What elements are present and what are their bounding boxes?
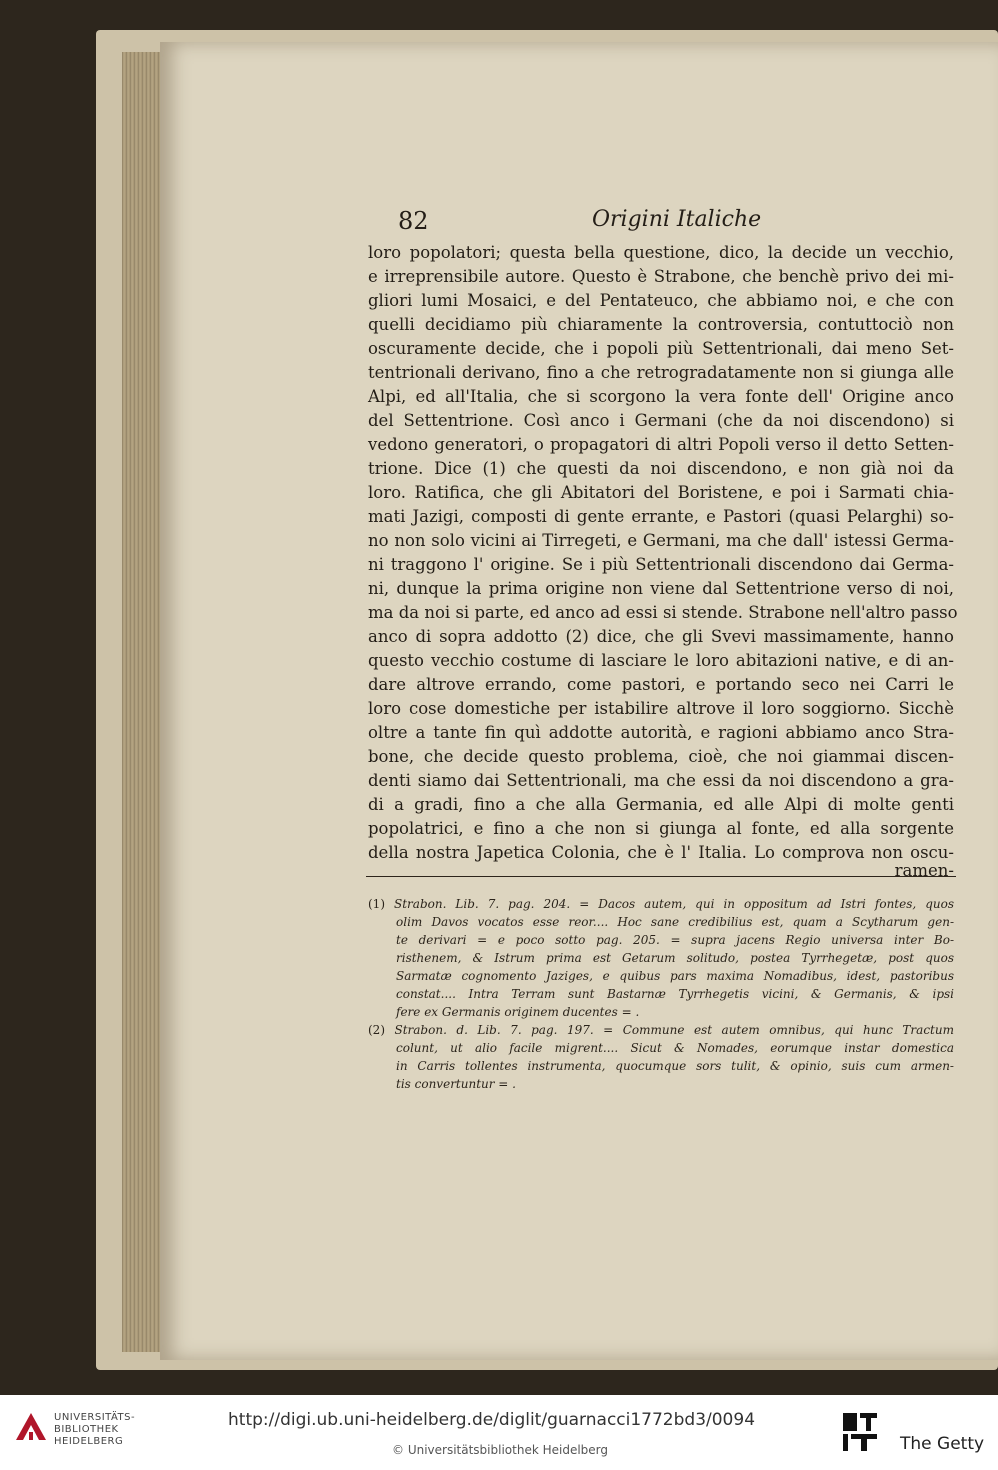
body-line: denti siamo dai Settentrionali, ma che essi da noi discendono a gra- [368, 771, 954, 790]
footnote-text: Strabon. Lib. 7. pag. 204. = Dacos autem, qui in oppositum ad Istri fontes, quos [394, 897, 954, 911]
footnote-line: colunt, ut alio facile migrent.... Sicut & Nomades, eorumque instar domestica [396, 1041, 954, 1055]
footnote-text: Strabon. d. Lib. 7. pag. 197. = Commune est autem omnibus, qui hunc Tractum [394, 1023, 954, 1037]
body-line: no non solo vicini ai Tirregeti, e Germani, ma che dall' istessi Germa- [368, 531, 954, 550]
body-line: del Settentrione. Così anco i Germani (che da noi discendono) si [368, 411, 954, 430]
footnote-line: fere ex Germanis originem ducentes = . [396, 1005, 640, 1019]
getty-logo-icon[interactable] [840, 1410, 880, 1454]
body-line: ni traggono l' origine. Se i più Settentrionali discendono dai Germa- [368, 555, 954, 574]
catchword: ramen- [894, 861, 954, 880]
library-logo-icon[interactable] [14, 1410, 48, 1442]
body-line: questo vecchio costume di lasciare le loro abitazioni native, e di an- [368, 651, 954, 670]
body-line: mati Jazigi, composti di gente errante, e Pastori (quasi Pelarghi) so- [368, 507, 954, 526]
library-name-line: BIBLIOTHEK [54, 1424, 119, 1435]
running-title: Origini Italiche [592, 207, 762, 232]
footnote-mark: (2) [368, 1023, 385, 1037]
footnote-line: in Carris tollentes instrumenta, quocumque sors tulit, & opinio, suis cum armen- [396, 1059, 954, 1073]
footnote-line: te derivari = e poco sotto pag. 205. = supra jacens Regio universa inter Bo- [396, 933, 954, 947]
footnote-line [368, 1021, 954, 1039]
body-line: gliori lumi Mosaici, e del Pentateuco, che abbiamo noi, e che con [368, 291, 954, 310]
body-line: oscuramente decide, che i popoli più Settentrionali, dai meno Set- [368, 339, 954, 358]
footnote-rule [366, 876, 956, 877]
body-line: loro cose domestiche per istabilire altrove il loro soggiorno. Sicchè [368, 699, 954, 718]
copyright-notice: © Universitätsbibliothek Heidelberg [392, 1443, 609, 1457]
body-line: di a gradi, fino a che alla Germania, ed alle Alpi di molte genti [368, 795, 954, 814]
body-line: Alpi, ed all'Italia, che si scorgono la vera fonte dell' Origine anco [368, 387, 954, 406]
footnote-mark: (1) [368, 897, 385, 911]
body-line: popolatrici, e fino a che non si giunga al fonte, ed alla sorgente [368, 819, 954, 838]
body-line: trione. Dice (1) che questi da noi discendono, e non già noi da [368, 459, 954, 478]
library-name-line: UNIVERSITÄTS- [54, 1412, 136, 1423]
footnote-line: tis convertuntur = . [396, 1077, 516, 1091]
body-line: bone, che decide questo problema, cioè, che noi giammai discen- [368, 747, 954, 766]
body-line: loro. Ratifica, che gli Abitatori del Boristene, e poi i Sarmati chia- [368, 483, 954, 502]
body-line: ma da noi si parte, ed anco ad essi si stende. Strabone nell'altro passo [368, 603, 958, 622]
footnote-line: Sarmatæ cognomento Jaziges, e quibus pars maxima Nomadibus, idest, pastoribus [396, 969, 954, 983]
sponsor-name: The Getty [900, 1434, 985, 1454]
body-line: della nostra Japetica Colonia, che è l' Italia. Lo comprova non oscu- [368, 843, 954, 862]
footnote-line: constat.... Intra Terram sunt Bastarnæ Tyrrhegetis vicini, & Germanis, & ipsi [396, 987, 954, 1001]
body-line: tentrionali derivano, fino a che retrogradatamente non si giunga alle [368, 363, 954, 382]
body-line: vedono generatori, o propagatori di altri Popoli verso il detto Setten- [368, 435, 954, 454]
library-name-line: HEIDELBERG [54, 1436, 124, 1447]
body-line: dare altrove errando, come pastori, e portando seco nei Carri le [368, 675, 954, 694]
body-line: quelli decidiamo più chiaramente la controversia, contuttociò non [368, 315, 954, 334]
body-line: anco di sopra addotto (2) dice, che gli Svevi massimamente, hanno [368, 627, 954, 646]
body-line: loro popolatori; questa bella questione, dico, la decide un vecchio, [368, 243, 954, 262]
body-line: ni, dunque la prima origine non viene dal Settentrione verso di noi, [368, 579, 954, 598]
footnote-line: risthenem, & Istrum prima est Getarum solitudo, postea Tyrrhegetæ, post quos [396, 951, 954, 965]
body-line: e irreprensibile autore. Questo è Strabone, che benchè privo dei mi- [368, 267, 954, 286]
permalink-url[interactable]: http://digi.ub.uni-heidelberg.de/diglit/guarnacci1772bd3/0094 [228, 1410, 756, 1430]
footnote-line [368, 895, 954, 913]
body-line: oltre a tante fin quì addotte autorità, e ragioni abbiamo anco Stra- [368, 723, 954, 742]
page-number: 82 [398, 207, 429, 235]
footnote-line: olim Davos vocatos esse reor.... Hoc sane credibilius est, quam a Scytharum gen- [396, 915, 954, 929]
